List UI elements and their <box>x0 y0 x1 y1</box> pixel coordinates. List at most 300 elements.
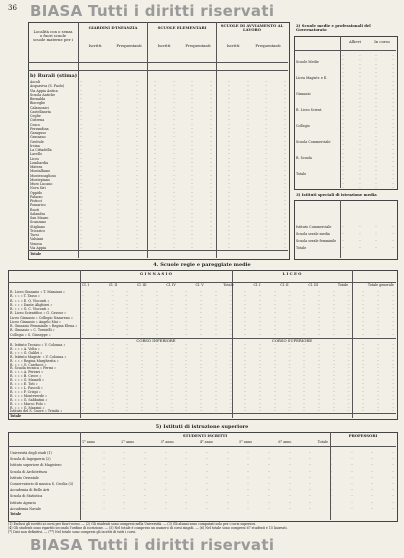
cell-mark: ·· <box>191 237 194 242</box>
cell-mark: ·· <box>135 203 138 208</box>
tech-school-row: R. Istituto Tecnico « V. Colonna » <box>10 343 66 347</box>
cell-mark: ·· <box>375 177 378 182</box>
cell-mark: ·· <box>332 302 335 307</box>
cell-mark: ·· <box>200 389 203 394</box>
cell-mark: ·· <box>117 182 120 186</box>
cell-mark: ·· <box>191 131 194 135</box>
cell-mark: ·· <box>273 370 276 375</box>
cell-mark: ·· <box>329 494 332 499</box>
cell-mark: ·· <box>259 294 262 299</box>
cell-mark: ·· <box>82 500 85 505</box>
cell-mark: ·· <box>82 482 85 487</box>
cell-mark: ·· <box>154 245 157 250</box>
cell-mark: ·· <box>350 488 353 493</box>
cell-mark: ·· <box>117 203 120 208</box>
cell-mark: ·· <box>358 130 361 135</box>
cell-mark: ·· <box>141 294 144 299</box>
cell-mark: ·· <box>362 382 365 387</box>
cell-mark: ·· <box>209 88 212 93</box>
cell-mark: ·· <box>273 328 276 333</box>
cell-mark: ·· <box>96 294 99 299</box>
cell-mark: ·· <box>283 233 286 237</box>
place-row: Irsina <box>30 143 40 148</box>
year-column-heads <box>82 440 328 444</box>
cell-mark: ·· <box>172 216 175 220</box>
cell-mark: ·· <box>135 237 138 242</box>
cell-mark: ·· <box>155 354 158 359</box>
cell-mark: ·· <box>170 374 173 379</box>
cell-mark: ·· <box>111 354 114 359</box>
cell-mark: ·· <box>377 397 380 402</box>
cell-mark: ·· <box>98 177 101 182</box>
cell-mark: ·· <box>391 354 394 359</box>
cell-mark: ·· <box>141 343 144 347</box>
left-col-divider <box>78 22 79 258</box>
cell-mark: ·· <box>229 354 232 359</box>
cell-mark: ·· <box>375 113 378 118</box>
place-row: Bisceglie <box>30 101 46 106</box>
cell-mark: ·· <box>154 237 157 242</box>
cell-mark: ·· <box>126 370 129 375</box>
cell-mark: ·· <box>98 169 101 174</box>
cell-mark: ·· <box>96 374 99 379</box>
cell-mark: ·· <box>170 290 173 294</box>
cell-mark: ·· <box>288 389 291 394</box>
cell-mark: ·· <box>332 354 335 359</box>
cell-mark: ·· <box>98 131 101 135</box>
cell-mark: ·· <box>228 114 231 118</box>
cell-mark: ·· <box>170 350 173 355</box>
cell-mark: ·· <box>191 241 194 246</box>
cell-mark: ·· <box>111 409 114 414</box>
cell-mark: ·· <box>214 290 217 294</box>
cell-mark: ·· <box>358 105 361 109</box>
cell-mark: ·· <box>288 463 291 468</box>
cell-mark: ·· <box>246 237 249 242</box>
institution-row: Istituto Orientale <box>10 475 39 480</box>
cell-mark: ·· <box>246 160 249 165</box>
cell-mark: ·· <box>155 409 158 414</box>
cell-mark: ·· <box>377 385 380 390</box>
cell-mark: ·· <box>155 298 158 303</box>
corso-superiore: CORSO SUPERIORE <box>271 338 313 343</box>
cell-mark: ·· <box>371 506 374 511</box>
cell-mark: ·· <box>244 358 247 363</box>
cell-mark: ·· <box>126 307 129 311</box>
cell-mark: ·· <box>155 370 158 375</box>
cell-mark: ·· <box>82 397 85 402</box>
cell-mark: ·· <box>155 332 158 337</box>
cell-mark: ·· <box>226 500 229 505</box>
cell-mark: ·· <box>391 397 394 402</box>
cell-mark: ·· <box>117 152 120 157</box>
cell-mark: ·· <box>191 194 194 199</box>
cell-mark: ·· <box>228 88 231 93</box>
cell-mark: ·· <box>126 362 129 367</box>
cell-mark: ·· <box>377 307 380 311</box>
cell-mark: ·· <box>96 401 99 406</box>
cell-mark: ·· <box>332 358 335 363</box>
cell-mark: ·· <box>288 358 291 363</box>
cell-mark: ·· <box>375 139 378 143</box>
cell-mark: ·· <box>154 156 157 161</box>
cell-mark: ·· <box>288 343 291 347</box>
cell-mark: ·· <box>80 237 83 242</box>
cell-mark: ·· <box>350 469 353 474</box>
cell-mark: ·· <box>267 482 271 487</box>
cell-mark: ·· <box>283 241 286 246</box>
cell-mark: ·· <box>209 105 212 110</box>
cell-mark: ·· <box>391 177 394 182</box>
cell-mark: ·· <box>229 302 232 307</box>
cell-mark: ·· <box>141 374 144 379</box>
cell-mark: ·· <box>228 143 231 148</box>
cell-mark: ·· <box>170 409 173 414</box>
cell-mark: ·· <box>96 324 99 328</box>
cell-mark: ·· <box>347 290 350 294</box>
cell-mark: ·· <box>229 328 232 333</box>
cell-mark: ·· <box>209 152 212 157</box>
cell-mark: ·· <box>375 92 378 97</box>
cell-mark: ·· <box>391 122 394 126</box>
cell-mark: ·· <box>347 378 350 383</box>
cell-mark: ·· <box>155 343 158 347</box>
right-upper-header-rule <box>294 50 396 51</box>
cell-mark: ·· <box>154 165 157 169</box>
cell-mark: ·· <box>164 451 167 455</box>
cell-mark: ·· <box>288 385 291 390</box>
cell-mark: ·· <box>362 409 365 414</box>
cell-mark: ·· <box>209 216 212 220</box>
cell-mark: ·· <box>342 239 345 243</box>
cell-mark: ·· <box>117 216 120 220</box>
cell-mark: ·· <box>164 463 167 468</box>
cell-mark: ·· <box>155 307 158 311</box>
cell-mark: ·· <box>126 315 129 320</box>
cell-mark: ·· <box>265 92 268 97</box>
cell-mark: ·· <box>347 405 350 410</box>
mid-school-row: R. Ginnasio « C. Tornielli » <box>10 328 55 333</box>
cell-mark: ·· <box>265 84 268 89</box>
cell-mark: ·· <box>350 451 353 455</box>
cell-mark: ·· <box>117 186 120 191</box>
place-row: Lombardia <box>30 160 49 165</box>
tech-school-row: R. « « « Marco Polo » <box>10 401 46 406</box>
cell-mark: ·· <box>117 148 120 152</box>
cell-mark: ·· <box>347 409 350 414</box>
cell-mark: ·· <box>273 346 276 351</box>
cell-mark: ·· <box>82 366 85 371</box>
cell-mark: ·· <box>391 362 394 367</box>
cell-mark: ·· <box>247 457 250 462</box>
cell-mark: ·· <box>247 494 250 499</box>
cell-mark: ·· <box>332 319 335 324</box>
cell-mark: ·· <box>80 245 83 250</box>
cell-mark: ·· <box>172 190 175 195</box>
cell-mark: ·· <box>283 224 286 229</box>
cell-mark: ·· <box>332 385 335 390</box>
group-header: GIARDINI D'INFANZIA <box>88 25 138 30</box>
mid-school-row: R. « « « T. Tasso » <box>10 294 40 299</box>
cell-mark: ·· <box>347 346 350 351</box>
cell-mark: ·· <box>265 148 268 152</box>
cell-mark: ·· <box>111 382 114 387</box>
cell-mark: ·· <box>172 233 175 237</box>
cell-mark: ·· <box>391 168 394 173</box>
cell-mark: ·· <box>273 343 276 347</box>
cell-mark: ·· <box>391 160 394 165</box>
cell-mark: ·· <box>283 114 286 118</box>
cell-mark: ·· <box>288 307 291 311</box>
cell-mark: ·· <box>267 488 271 493</box>
cell-mark: ·· <box>117 165 120 169</box>
cell-mark: ·· <box>288 350 291 355</box>
cell-mark: ·· <box>303 370 306 375</box>
cell-mark: ·· <box>377 370 380 375</box>
cell-mark: ·· <box>135 182 138 186</box>
cell-mark: ·· <box>214 324 217 328</box>
cell-mark: ·· <box>265 88 268 93</box>
cell-mark: ·· <box>303 382 306 387</box>
cell-mark: ·· <box>185 494 188 499</box>
cell-mark: ·· <box>244 319 247 324</box>
cell-mark: ·· <box>117 194 120 199</box>
cell-mark: ·· <box>342 185 345 190</box>
cell-mark: ·· <box>375 151 378 156</box>
cell-mark: ·· <box>391 378 394 383</box>
cell-mark: ·· <box>209 122 212 127</box>
cell-mark: ·· <box>303 378 306 383</box>
mid-school-row: R. « « « G. C. Visconti » <box>10 307 50 311</box>
cell-mark: ·· <box>358 156 361 160</box>
cell-mark: ·· <box>391 401 394 406</box>
cell-mark: ·· <box>135 160 138 165</box>
cell-mark: ·· <box>246 186 249 191</box>
right-lower-value-row <box>342 224 394 231</box>
cell-mark: ·· <box>358 88 361 92</box>
cell-mark: ·· <box>265 126 268 131</box>
cell-mark: ·· <box>111 346 114 351</box>
cell-mark: ·· <box>342 130 345 135</box>
cell-mark: ·· <box>265 135 268 140</box>
cell-mark: ·· <box>200 393 203 398</box>
cell-mark: ·· <box>273 307 276 311</box>
place-row: Craco <box>30 122 40 127</box>
cell-mark: ·· <box>209 156 212 161</box>
cell-mark: ·· <box>332 346 335 351</box>
cell-mark: ·· <box>246 233 249 237</box>
cell-mark: ·· <box>283 122 286 127</box>
place-row: Matera <box>30 165 43 169</box>
cell-mark: ·· <box>214 294 217 299</box>
cell-mark: ·· <box>214 315 217 320</box>
place-row: San Mauro <box>30 216 49 220</box>
cell-mark: ·· <box>288 315 291 320</box>
cell-mark: ·· <box>209 186 212 191</box>
cell-mark: ·· <box>172 131 175 135</box>
cell-mark: ·· <box>375 126 378 131</box>
cell-mark: ·· <box>229 409 232 414</box>
cell-mark: ·· <box>288 405 291 410</box>
cell-mark: ·· <box>283 126 286 131</box>
cell-mark: ·· <box>273 294 276 299</box>
cell-mark: ·· <box>123 494 126 499</box>
cell-mark: ·· <box>288 346 291 351</box>
cell-mark: ·· <box>371 451 374 455</box>
cell-mark: ·· <box>288 298 291 303</box>
cell-mark: ·· <box>362 328 365 333</box>
cell-mark: ·· <box>117 211 120 216</box>
cell-mark: ·· <box>342 164 345 169</box>
cell-mark: ·· <box>342 113 345 118</box>
cell-mark: ·· <box>209 114 212 118</box>
cell-mark: ·· <box>318 319 321 324</box>
cell-mark: ·· <box>200 319 203 324</box>
cell-mark: ·· <box>375 117 378 122</box>
cell-mark: ·· <box>117 143 120 148</box>
cell-mark: ·· <box>318 302 321 307</box>
cell-mark: ·· <box>273 311 276 316</box>
place-row: Scanzano <box>30 220 47 225</box>
cell-mark: ·· <box>377 298 380 303</box>
cell-mark: ·· <box>82 358 85 363</box>
cell-mark: ·· <box>229 343 232 347</box>
cell-mark: ·· <box>288 475 291 480</box>
group-header: SCUOLE DI AVVIAMENTO AL LAVORO <box>220 23 284 33</box>
cell-mark: ·· <box>332 350 335 355</box>
cell-mark: ·· <box>332 389 335 394</box>
cell-mark: ·· <box>82 370 85 375</box>
cell-mark: ·· <box>342 105 345 109</box>
cell-mark: ·· <box>273 385 276 390</box>
cell-mark: ·· <box>228 92 231 97</box>
cell-mark: ·· <box>259 385 262 390</box>
cell-mark: ·· <box>135 105 138 110</box>
cell-mark: ·· <box>143 506 147 511</box>
cell-mark: ·· <box>318 409 321 414</box>
cell-mark: ·· <box>342 246 345 250</box>
cell-mark: ·· <box>358 126 361 131</box>
cell-mark: ·· <box>228 152 231 157</box>
cell-mark: ·· <box>309 494 312 499</box>
cell-mark: ·· <box>228 165 231 169</box>
cell-mark: ·· <box>172 207 175 212</box>
cell-mark: ·· <box>283 101 286 106</box>
cell-mark: ·· <box>259 307 262 311</box>
cell-mark: ·· <box>375 100 378 105</box>
tech-school-row: Istituto del S. Cuore « Trinità » <box>10 409 63 414</box>
cell-mark: ·· <box>200 294 203 299</box>
cell-mark: ·· <box>246 97 249 101</box>
cell-mark: ·· <box>375 147 378 152</box>
cell-mark: ·· <box>309 488 312 493</box>
cell-mark: ·· <box>273 290 276 294</box>
cell-mark: ·· <box>347 382 350 387</box>
cell-mark: ·· <box>214 332 217 337</box>
cell-mark: ·· <box>209 245 212 250</box>
cell-mark: ·· <box>80 88 83 93</box>
cell-mark: ·· <box>244 393 247 398</box>
cell-mark: ·· <box>135 245 138 250</box>
cell-mark: ·· <box>98 122 101 127</box>
place-row: Palazzo <box>30 194 43 199</box>
cell-mark: ·· <box>391 83 394 88</box>
cell-mark: ·· <box>246 84 249 89</box>
cell-mark: ·· <box>288 332 291 337</box>
cell-mark: ·· <box>209 84 212 89</box>
cell-mark: ·· <box>265 224 268 229</box>
cell-mark: ·· <box>191 233 194 237</box>
cell-mark: ·· <box>228 101 231 106</box>
cell-mark: ·· <box>358 225 361 229</box>
cell-mark: ·· <box>102 494 105 499</box>
cell-mark: ·· <box>229 324 232 328</box>
cell-mark: ·· <box>80 199 83 203</box>
cell-mark: ·· <box>154 88 157 93</box>
cell-mark: ·· <box>141 354 144 359</box>
cell-mark: ·· <box>329 457 332 462</box>
cell-mark: ·· <box>347 401 350 406</box>
cell-mark: ·· <box>375 83 378 88</box>
cell-mark: ·· <box>191 156 194 161</box>
cell-mark: ·· <box>342 117 345 122</box>
cell-mark: ·· <box>283 156 286 161</box>
cell-mark: ·· <box>247 475 250 480</box>
cell-mark: ·· <box>170 324 173 328</box>
cell-mark: ·· <box>191 173 194 178</box>
cell-mark: ·· <box>228 139 231 144</box>
cell-mark: ·· <box>135 109 138 114</box>
cell-mark: ·· <box>209 109 212 114</box>
cell-mark: ·· <box>244 405 247 410</box>
cell-mark: ·· <box>154 109 157 114</box>
cell-mark: ·· <box>117 131 120 135</box>
cell-mark: ·· <box>205 463 209 468</box>
cell-mark: ·· <box>247 469 250 474</box>
cell-mark: ·· <box>246 245 249 250</box>
cell-mark: ·· <box>391 307 394 311</box>
cell-mark: ·· <box>265 190 268 195</box>
cell-mark: ·· <box>155 350 158 355</box>
cell-mark: ·· <box>244 315 247 320</box>
cell-mark: ·· <box>358 62 361 67</box>
cell-mark: ·· <box>288 506 291 511</box>
right-upper-row: Scuola Commerciale <box>296 140 331 144</box>
cell-mark: ·· <box>96 382 99 387</box>
cell-mark: ·· <box>247 500 250 505</box>
cell-mark: ·· <box>172 152 175 157</box>
cell-mark: ·· <box>96 350 99 355</box>
cell-mark: ·· <box>377 378 380 383</box>
right-lower-value-row <box>342 231 394 238</box>
subheader: Iscritti <box>88 43 102 48</box>
cell-mark: ·· <box>191 199 194 203</box>
cell-mark: ·· <box>191 216 194 220</box>
cell-mark: ·· <box>228 207 231 212</box>
cell-mark: ·· <box>164 506 167 511</box>
cell-mark: ·· <box>96 409 99 414</box>
cell-mark: ·· <box>246 148 249 152</box>
cell-mark: ·· <box>267 451 271 455</box>
cell-mark: ·· <box>80 177 83 182</box>
cell-mark: ·· <box>329 488 332 493</box>
cell-mark: ·· <box>377 362 380 367</box>
cell-mark: ·· <box>391 232 394 236</box>
cell-mark: ·· <box>246 199 249 203</box>
subheader: Iscritti <box>226 43 240 48</box>
place-row: Ruoti <box>30 207 39 212</box>
cell-mark: ·· <box>170 405 173 410</box>
